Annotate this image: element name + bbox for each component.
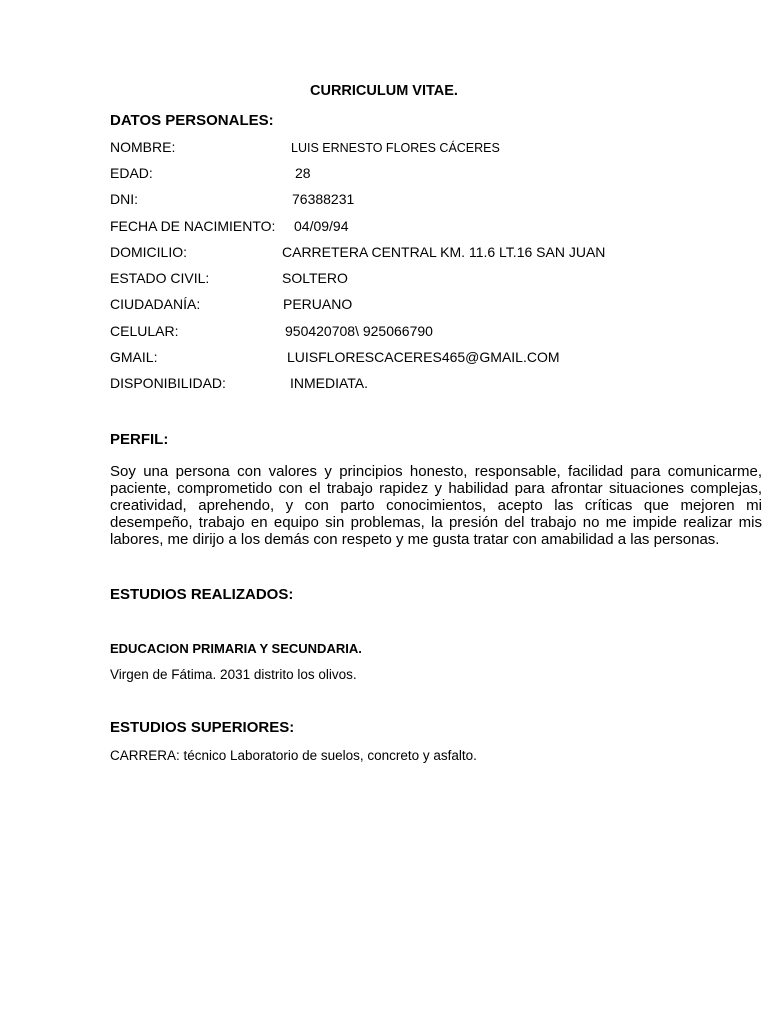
personal-data-heading: DATOS PERSONALES: xyxy=(110,112,274,129)
higher-education-heading: ESTUDIOS SUPERIORES: xyxy=(110,719,295,736)
higher-education-text: CARRERA: técnico Laboratorio de suelos, concreto y asfalto. xyxy=(110,748,477,763)
profile-paragraph xyxy=(110,463,762,548)
profile-line: paciente, comprometido con el trabajo rapidez y habilidad para afrontar situaciones complejas, xyxy=(110,480,762,497)
field-label-age: EDAD: xyxy=(110,165,153,181)
field-value-email: LUISFLORESCACERES465@GMAIL.COM xyxy=(287,349,560,365)
field-label-address: DOMICILIO: xyxy=(110,244,188,260)
document-title: CURRICULUM VITAE. xyxy=(310,83,458,99)
field-label-dni: DNI: xyxy=(110,191,138,207)
field-value-age: 28 xyxy=(295,165,311,181)
field-label-availability: DISPONIBILIDAD: xyxy=(110,375,226,391)
field-label-civil-status: ESTADO CIVIL: xyxy=(110,270,210,286)
profile-line: Soy una persona con valores y principios honesto, responsable, facilidad para comunicarme, xyxy=(110,463,762,480)
field-label-citizenship: CIUDADANÍA: xyxy=(110,296,201,312)
field-value-availability: INMEDIATA. xyxy=(290,375,369,391)
field-label-name: NOMBRE: xyxy=(110,139,176,155)
studies-heading: ESTUDIOS REALIZADOS: xyxy=(110,586,294,603)
profile-line: desempeño, trabajo en equipo sin problemas, la presión del trabajo no me impide realizar mis xyxy=(110,514,762,531)
profile-heading: PERFIL: xyxy=(110,431,169,448)
profile-line: labores, me dirijo a los demás con respeto y me gusta tratar con amabilidad a las personas. xyxy=(110,531,720,548)
profile-line: creatividad, aprehendo, y con parto conocimientos, acepto las críticas que mejoren mi xyxy=(110,497,762,514)
field-value-civil-status: SOLTERO xyxy=(282,270,348,286)
field-value-dni: 76388231 xyxy=(292,191,355,207)
field-value-phone: 950420708\ 925066790 xyxy=(285,323,433,339)
field-label-birthdate: FECHA DE NACIMIENTO: xyxy=(110,218,276,234)
basic-education-heading: EDUCACION PRIMARIA Y SECUNDARIA. xyxy=(110,641,362,656)
field-label-email: GMAIL: xyxy=(110,349,158,365)
field-value-address: CARRETERA CENTRAL KM. 11.6 LT.16 SAN JUAN xyxy=(282,244,606,260)
field-label-phone: CELULAR: xyxy=(110,323,179,339)
field-value-citizenship: PERUANO xyxy=(283,296,353,312)
basic-education-text: Virgen de Fátima. 2031 distrito los olivos. xyxy=(110,667,357,682)
field-value-birthdate: 04/09/94 xyxy=(294,218,349,234)
field-value-name: LUIS ERNESTO FLORES CÁCERES xyxy=(291,141,500,155)
